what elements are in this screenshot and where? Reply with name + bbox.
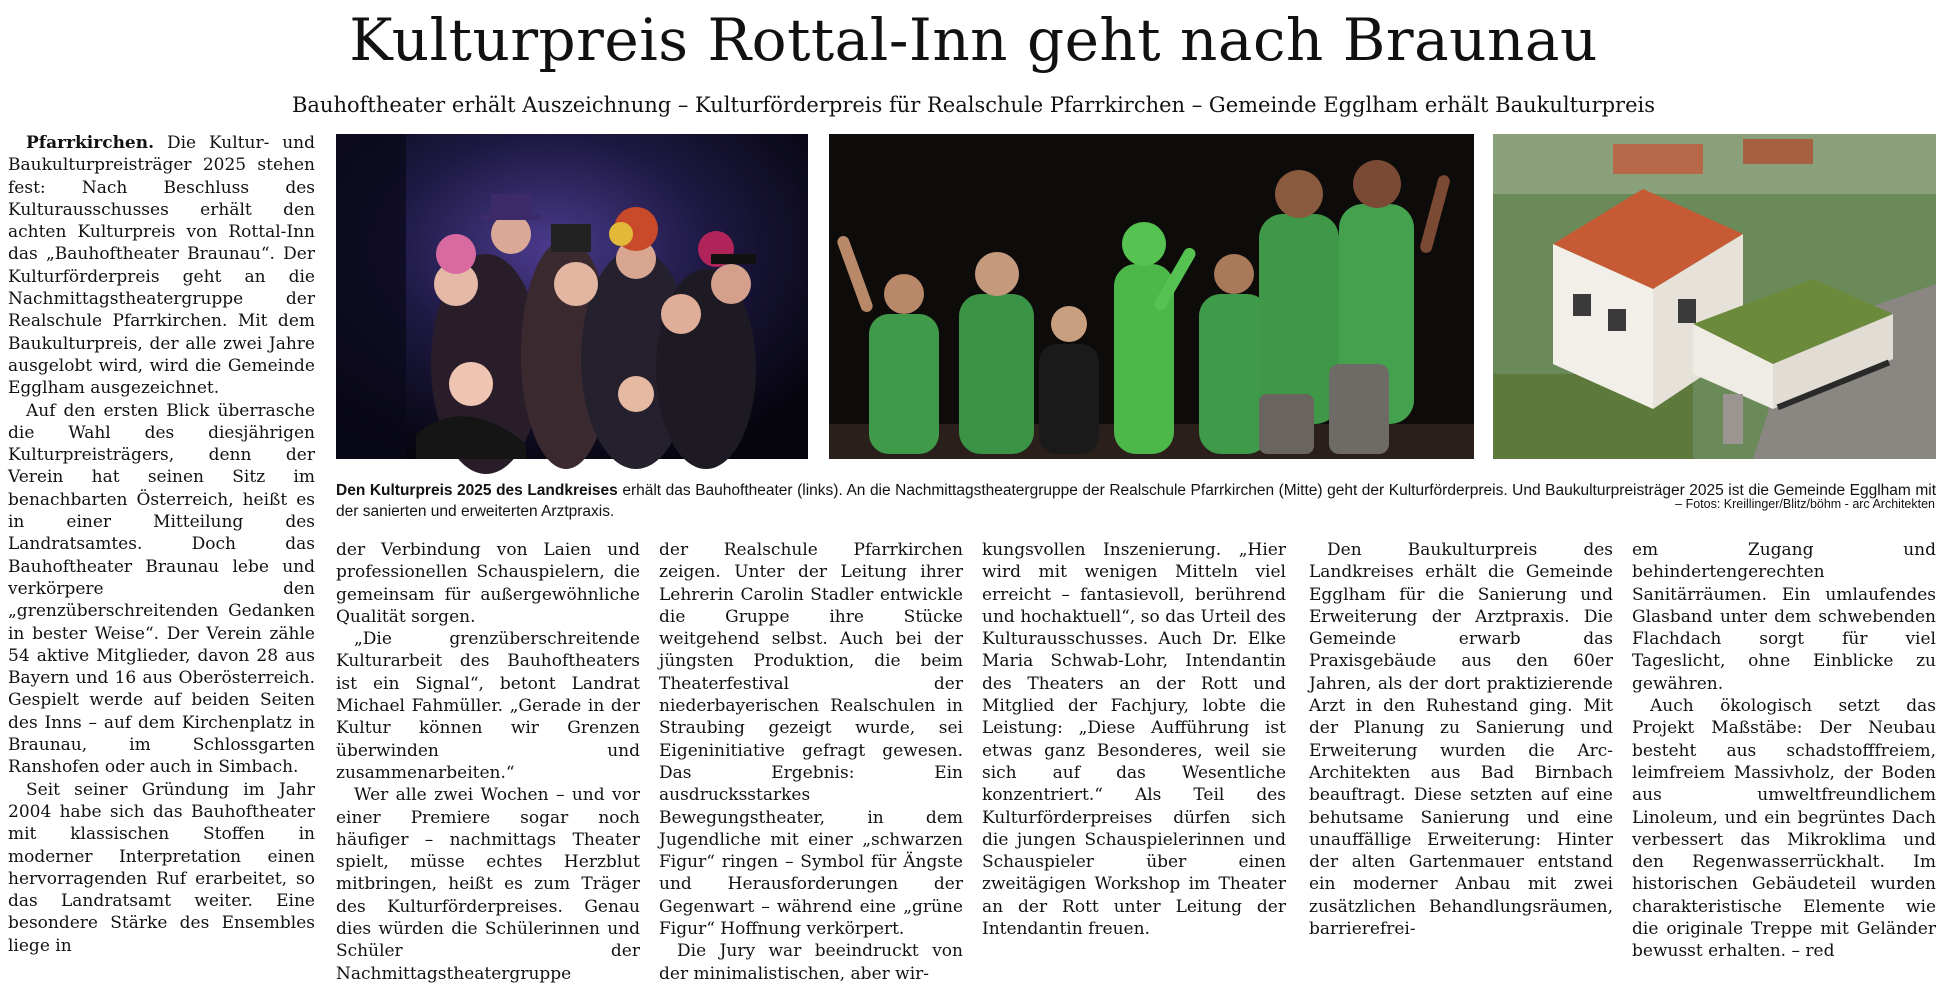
- paragraph: [8, 132, 315, 400]
- paragraph: kungsvollen Inszenierung. „Hier wird mit wenigen Mitteln viel erreicht – fantasievoll, berührend und hochaktuell“, so das Urteil des Kulturausschusses. Auch Dr. Elke Maria Schwab-Lohr, Intendantin des Theaters an der Rott und Mitglied der Fachjury, lobte die Leistung: „Diese Aufführung ist etwas ganz Besonderes, weil sie sich auf das Wesentliche konzentriert.“ Als Teil des Kulturförderpreises dürfen sich die jungen Schauspielerinnen und Schauspieler über einen zweitägigen Workshop im Theater an der Rott unter Leitung der Intendantin freuen.: [982, 540, 1286, 940]
- paragraph: Den Baukulturpreis des Landkreises erhält die Gemeinde Egglham für die Sanierung und Erweiterung der Arztpraxis. Die Gemeinde erwarb das Praxisgebäude aus den 60er Jahren, als der dort praktizierende Arzt in den Ruhestand ging. Mit der Planung zu Sanierung und Erweiterung wurden die Arc-Architekten aus Bad Birnbach beauftragt. Diese setzten auf eine behutsame Sanierung und eine unauffällige Erweiterung: Hinter der alten Gartenmauer entstand ein moderner Anbau mit zwei zusätzlichen Behandlungsräumen, barrierefrei-: [1309, 540, 1613, 940]
- headline: Kulturpreis Rottal-Inn geht nach Braunau: [349, 6, 1598, 74]
- dateline: Pfarrkirchen.: [26, 133, 155, 153]
- paragraph: Wer alle zwei Wochen – und vor einer Premiere sogar noch häufiger – nachmittags Theater spielt, müsse echtes Herzblut mitbringen, heißt es zum Träger des Kulturförderpreises. Genau dies würden die Schülerinnen und Schüler der Nachmittagstheatergruppe: [336, 785, 640, 984]
- photo-bauhoftheater: [336, 134, 808, 459]
- paragraph: Auf den ersten Blick überrasche die Wahl des diesjährigen Kulturpreisträgers, denn der Verein hat seinen Sitz im benachbarten Österreich, heißt es in einer Mitteilung des Landratsamtes. Doch das Bauhoftheater Braunau lebe und verkörpere den „grenzüberschreitenden Gedanken in bester Weise“. Der Verein zähle 54 aktive Mitglieder, davon 28 aus Bayern und 16 aus Oberösterreich. Gespielt werde auf beiden Seiten des Inns – auf dem Kirchenplatz in Braunau, im Schlossgarten Ranshofen oder auch in Simbach.: [8, 400, 315, 778]
- caption-lead: Den Kulturpreis 2025 des Landkreises: [336, 481, 618, 499]
- paragraph: „Die grenzüberschreitende Kulturarbeit des Bauhoftheaters ist ein Signal“, betont Landrat Michael Fahmüller. „Gerade in der Kultur können wir Grenzen überwinden und zusammenarbeiten.“: [336, 629, 640, 783]
- signoff: – red: [1791, 941, 1835, 962]
- column-1: [8, 132, 315, 964]
- photo-realschule-theatergruppe: [829, 134, 1474, 459]
- column-3: [659, 539, 963, 984]
- column-5: [1309, 539, 1613, 967]
- photo-arztpraxis-egglham: [1493, 134, 1936, 459]
- paragraph: [1632, 695, 1936, 963]
- column-6: [1632, 539, 1936, 967]
- paragraph: em Zugang und behindertengerechten Sanitärräumen. Ein umlaufendes Glasband unter dem schwebenden Flachdach sorgt für viel Tageslicht, ohne Einblicke zu gewähren.: [1632, 540, 1936, 694]
- column-4: [982, 539, 1286, 967]
- paragraph-text: Die Kultur- und Baukulturpreisträger 2025 stehen fest: Nach Beschluss des Kulturausschusses erhält den achten Kulturpreis von Rottal-Inn das „Bauhoftheater Braunau“. Der Kulturförderpreis geht an die Nachmittagstheatergruppe der Realschule Pfarrkirchen. Mit dem Baukulturpreis, der alle zwei Jahre ausgelobt wird, wird die Gemeinde Egglham ausgezeichnet.: [8, 133, 316, 399]
- paragraph: der Verbindung von Laien und professionellen Schauspielern, die gemeinsam für außergewöhnliche Qualität sorgen.: [336, 540, 640, 627]
- photo-credit: – Fotos: Kreillinger/Blitz/böhm - arc Architekten: [1675, 497, 1935, 511]
- paragraph: der Realschule Pfarrkirchen zeigen. Unter der Leitung ihrer Lehrerin Carolin Stadler entwickle die Gruppe ihre Stücke weitgehend selbst. Auch bei der jüngsten Produktion, die beim Theaterfestival der niederbayerischen Realschulen in Straubing gezeigt wurde, sei Eigeninitiative gefragt gewesen. Das Ergebnis: Ein ausdrucksstarkes Bewegungstheater, in dem Jugendliche mit einer „schwarzen Figur“ ringen – Symbol für Ängste und Herausforderungen der Gegenwart – während eine „grüne Figur“ Hoffnung verkörpert.: [659, 540, 963, 940]
- paragraph-text: Auch ökologisch setzt das Projekt Maßstäbe: Der Neubau besteht aus schadstofffreiem, leimfreiem Massivholz, der Boden aus umweltfreundlichem Linoleum, und ein begrüntes Dach verbessert das Mikroklima und den Regenwasserrückhalt. Im historischen Gebäudeteil wurden charakteristische Elemente wie die originale Treppe mit Geländer bewusst erhalten.: [1632, 696, 1936, 962]
- caption-text: erhält das Bauhoftheater (links). An die Nachmittagstheatergruppe der Realschule Pfarrkirchen (Mitte) geht der Kulturförderpreis. Und Baukulturpreisträger 2025 ist die Gemeinde Egglham mit der sanierten und erweiterten Arztpraxis.: [336, 481, 1937, 520]
- paragraph: Die Jury war beeindruckt von der minimalistischen, aber wir-: [659, 941, 963, 984]
- column-2: [336, 539, 640, 984]
- subheadline: Bauhoftheater erhält Auszeichnung – Kulturförderpreis für Realschule Pfarrkirchen – Gemeinde Egglham erhält Baukulturpreis: [291, 93, 1656, 117]
- paragraph: Seit seiner Gründung im Jahr 2004 habe sich das Bauhoftheater mit klassischen Stoffen in moderner Interpretation einen hervorragenden Ruf erarbeitet, so das Landratsamt weiter. Eine besondere Stärke des Ensembles liege in: [8, 779, 315, 956]
